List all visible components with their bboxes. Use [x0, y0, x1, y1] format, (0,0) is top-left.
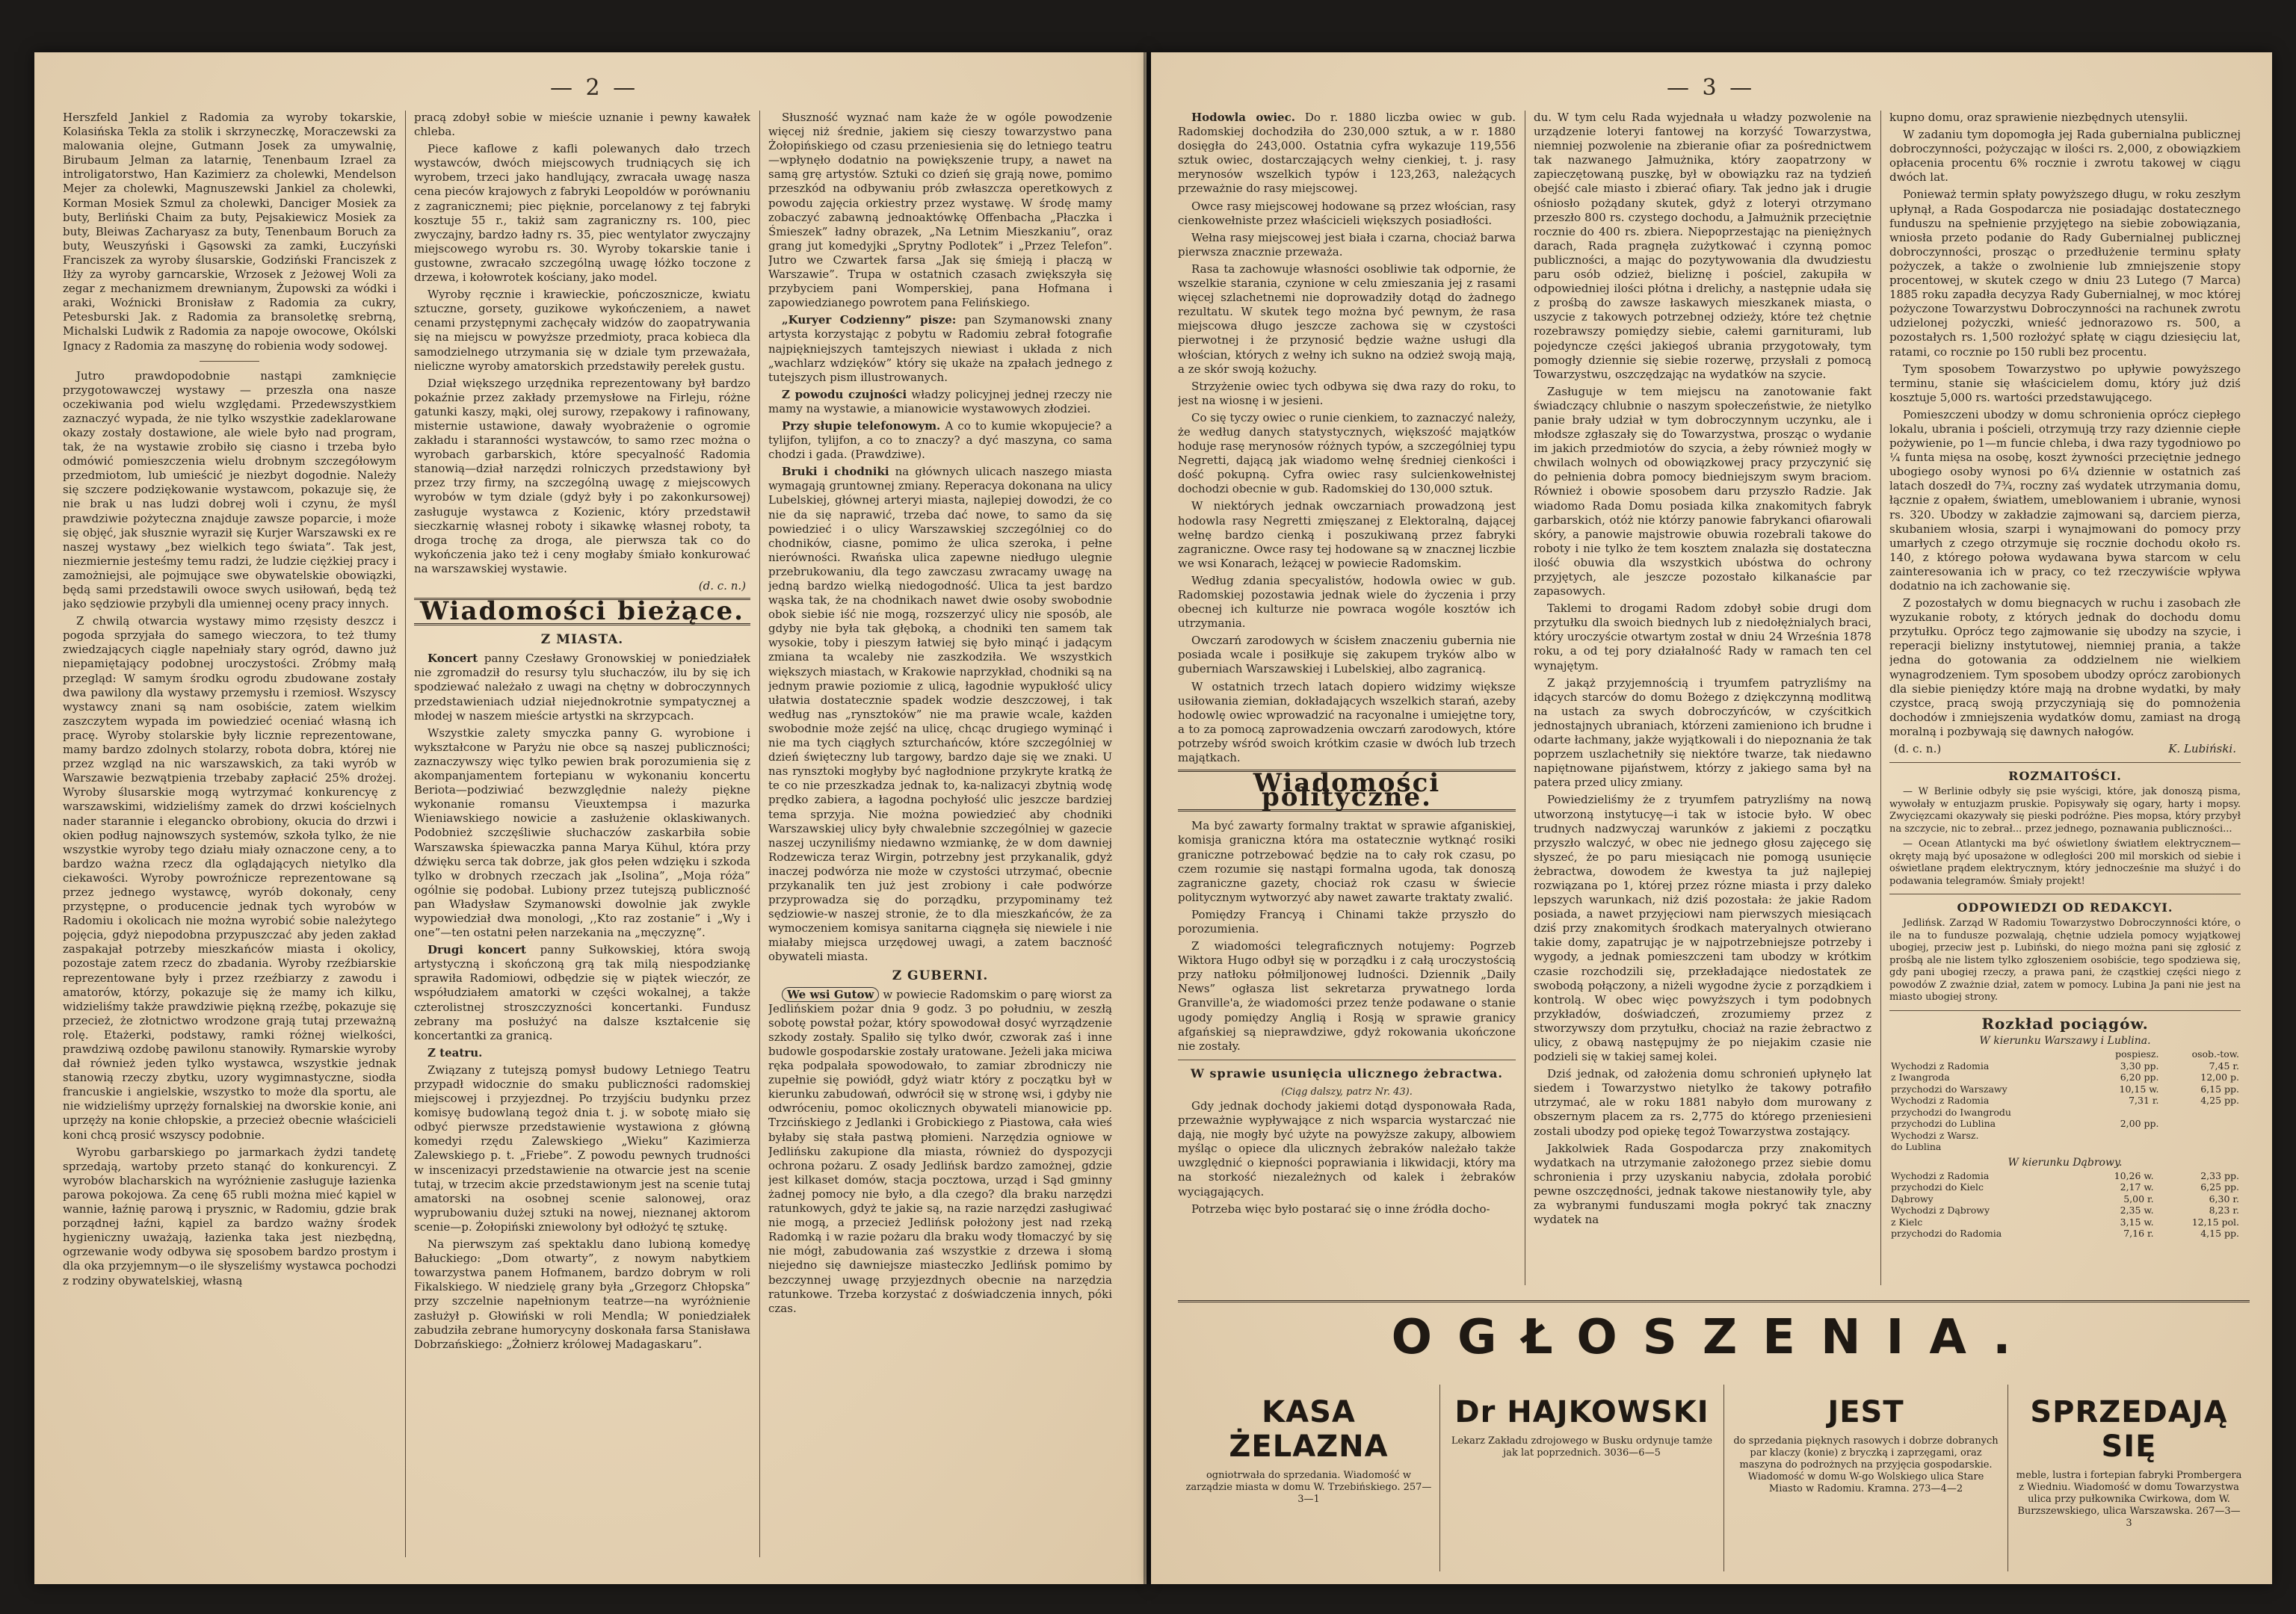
train-table [1889, 1048, 2241, 1153]
article-text: pan Szymanowski znany artysta korzystając z pobytu w Radomiu zebrał fotografie najpiękniejszych tamtejszych niewiast i układa z nich „wachlarz wdzięków” który się ukaże na zpałach jednego z tutejszych pism illustrowanych. [768, 313, 1112, 384]
article-text: Na pierwszym zaś spektaklu dano lubioną komedyę Bałuckiego: „Dom otwarty”, z nowym nabytkiem towarzystwa panem Hofmanem, bardzo dobrym w roli Fikalskiego. W niedzielę grany była „Grzegorz Chłopska” przy szczelnie napełnionym teatrze—na wyróżnienie zasłużył p. Głowiński w roli Mendla; W poniedziałek zabudziła zebrane humorycyny doskonała farsa Stanisława Dobrzańskiego: „Żołnierz królowej Madagaskaru”. [414, 1237, 750, 1351]
column-2 [414, 111, 750, 1557]
train-time: 10,26 w. [2114, 1169, 2154, 1181]
train-direction: W kierunku Dąbrowy. [2008, 1156, 2123, 1169]
newspaper-page-2 [34, 52, 1147, 1584]
train-time: 12,00 p. [2200, 1072, 2239, 1083]
article-text: Potrzeba więc było postarać się o inne źródła docho- [1191, 1202, 1490, 1216]
article-text: Z chwilą otwarcia wystawy mimo rzęsisty deszcz i pogoda sprzyjała do samego wieczora, to też tłumy zwiedzających ciągle napełniały stary ogród, dawno już niepamiętający podobnej uroczystości. Zróbmy małą przegląd: W samym środku ogrodu zbudowane zostały dwa pawilony dla wystawy przemysłu i rzemiosł. Wszyscy wystawcy znani są nam osobiście, zatem wielkim zaszczytem wypada im powiedzieć oceniać własną ich pracę. Wyroby stolarskie były licznie reprezentowane, mamy bardzo zdolnych stolarzy, robota dobra, której nie przez wzgląd na nic warszawskich, za taki wyrób w Warszawie bezwątpienia trzebaby zapłacić 25% drożej. Wyroby ślusarskie mogą wytrzymać konkurencyę z warszawskimi, widzieliśmy zamek do drzwi kościelnych nader starannie i elegancko obrobiony, okucia do drzwi i okien podług najnowszych systemów, szkoła tylko, że nie wszystkie wyroby tego działu miały oznaczone ceny, a to bardzo ważna rzecz dla oglądających nietylko dla ciekawości. Wyroby powroźnicze reprezentowane są przez jednego wystawcę, wyrób dokonały, ceny przystępne, o producencie jednak tych wyrobów w Radomiu i okolicach nie można wyrobić sobie należytego pojęcia, gdyż niepodobna przypuszczać aby jeden zakład zaspakajał potrzeby mieszkańców miasta i okolicy, pozostaje zatem rzecz do zbadania. Wyroby rzeźbiarskie reprezentowane były i przez rzeźbiarzy z zawodu i amatorów, którzy, pokazuje się że mamy ich kilku, widzieliśmy także prawdziwie piękną rzeźbę, pokazuje się przecież, że złotnictwo wrodzone grają tutaj przeważną rolę. Etażerki, podstawy, ramki różnej wielkości, prawdziwą ozdobę pawilonu stanowiły. Rymarskie wyroby dał również jeden tylko wystawca, wszystkie jednak stanowią rzeczy zbytku, uzory wygimnastyczne, siodła francuskie i angielskie, wszystko to może dla sportu, ale nie widzieliśmy uprzęży fornalskiej na dworskie konie, ani uprzęży na konie chłopskie, a przecież obecnie właścicieli koni chcą prosić wszyscy podobnie. [63, 614, 396, 1142]
train-time: 4,25 pp. [2200, 1095, 2239, 1106]
article-text: Owczarń zarodowych w ścisłem znaczeniu gubernia nie posiada wcale i posiłkuje się zakupem tryków albo w guberniach Warszawskiej i Lubelskiej, albo zagranicą. [1178, 634, 1516, 676]
train-time: 7,31 r. [2129, 1095, 2159, 1106]
train-time: 2,17 w. [2120, 1181, 2154, 1193]
column-rule [1880, 111, 1881, 1285]
ad-sprzedaja-sie [2008, 1385, 2250, 1571]
ads-heading: OGŁOSZENIA. [1391, 1310, 2037, 1365]
article-text: Pomieszczeni ubodzy w domu schronienia oprócz ciepłego lokalu, ubrania i pościeli, otrzymują trzy razy dziennie ciepłe pożywienie, po 1—m funcie chleba, i dwa razy tygodniowo po ¼ funta mięsa na osobę, koszt żywności przeciętnie jednego ubogiego osoby wynosi po 6¼ dziennie w ostatnich zaś latach doszedł do 7¾, roczny zaś wydatek utrzymania domu, łącznie z opałem, światłem, umeblowaniem i ubranie, wynosi rs. 320. Ubodzy w zakładzie zajmowani są, darciem pierza, skubaniem włosia, szarpi i wynajmowani do pomocy przy umarłych z czego otrzymuje się rocznie dochodu około rs. 140, z którego połowa wydawana bywa starcom w celu zainteresowania ich w pracy, co też rzeczywiście wpływa dodatnio na ich zachowanie się. [1889, 407, 2241, 593]
article-text: Wyrobu garbarskiego po jarmarkach żydzi tandetę sprzedają, wartoby przeto stanąć do konkurencyi. Z wyrobów blacharskich na wyróżnienie zasługuje łazienka parowa pokojowa. Za cenę 65 rubli można mieć kąpiel w wannie, łaźnię parową i prysznic, w Radomiu, gdzie brak porządnej łaźni, kąpiel za bardzo ważny środek hygieniczny uważają, łazienka taka jest niezbędną, ogrzewanie wody odbywa się sposobem bardzo prostym i dla oka przyjemnym—o ile słyszeliśmy wystawca pochodzi z rodziny obywatelskiej, własną [63, 1145, 396, 1287]
train-row [1889, 1181, 2241, 1193]
article-text: Wszystkie zalety smyczka panny G. wyrobione i wykształcone w Paryżu nie obce są naszej publiczności; zaznaczywszy więc tylko pewien brak porozumienia się z akompanjamentem fortepianu w wykonaniu koncertu Beriota—podziwiać bezwzględnie należy piękne wykonanie romansu Vieuxtempsa i mazurka Wieniawskiego nowicie a zasłużenie oklaskiwanych. Podobnież szczęśliwie słuchaczów zaskarbiła sobie Warszawska śpiewaczka panna Marya Kühul, która przy dźwięku serca tak dobrze, jak głos pełen wdzięku i szkoda tylko w drobnych rzeczach jak „Isolina”, „Moja róża” ogólnie się podobał. Lubiony przez tutejszą publiczność pan Władysław Szymanowski dowolnie jak zwykle wypowiedział dwa monologi, ,,Kto raz zostanie” i „Wy i one”—ten ostatni pełen narzekania na „męczyznę”. [414, 726, 750, 940]
train-station: Wychodzi z Dąbrowy [1891, 1205, 1990, 1216]
train-time [2160, 1141, 2241, 1153]
article-text: Do r. 1880 liczba owiec w gub. Radomskiej dochodziła do 230,000 sztuk, a w r. 1880 dosięgła do 243,000. Ostatnia cyfra wykazuje 119,556 sztuk owiec, dostarczających wełny cienkiej, t. j. rasy merynosów wszelkich typów i 123,263, należących przeważnie do rasy miejscowej. [1178, 111, 1516, 196]
lead-word: Przy słupie telefonowym. [782, 418, 941, 433]
article-text: panny Czesławy Gronowskiej w poniedziałek nie zgromadził do resursy tylu słuchaczów, ilu by się ich spodziewać należało z uwagi na chętny w dobroczynnych przedstawieniach udział niejednokrotnie sympatycznej a młodej w naszem mieście artystki na skrzypcach. [414, 652, 750, 723]
train-station: przychodzi do Kielc [1891, 1181, 1984, 1193]
column-3 [1889, 111, 2241, 1285]
train-time [2086, 1141, 2160, 1153]
train-row [1889, 1228, 2241, 1240]
continuation-mark: (d. c. n.) [698, 579, 746, 593]
train-row [1889, 1205, 2241, 1216]
lead-word: Koncert [428, 652, 478, 666]
article-text: władzy policyjnej jednej rzeczy nie mamy na wystawie, a mianowicie wystawowych złodziei. [768, 387, 1112, 415]
lead-word: „Kuryer Codzienny” pisze: [782, 313, 957, 327]
train-row [1889, 1095, 2241, 1107]
train-time [2086, 1130, 2160, 1142]
divider [200, 361, 259, 362]
train-station: przychodzi do Lublina [1891, 1118, 1996, 1129]
article-text: Gdy jednak dochody jakiemi dotąd dysponowała Rada, przeważnie wypływające z nich wsparcia wystarczać nie dają, nie mogły być użyte na powyższe zakupy, albowiem myśląc o opiece dla ulicznych żebraków należało także uwzględnić o kiepności poprawiania i likwidacji, który ma na storkość niezależnych od kalek i żebraków wyciągających. [1178, 1099, 1516, 1199]
article-text: w powiecie Radomskim o parę wiorst za Jedlińskiem pożar dnia 9 godz. 3 po południu, w zeszłą sobotę powstał pożar, który spowodował dosyć wyrządzenie szkody zostały. Spaliło się tylko dwór, czworak zaś i inne budowle gospodarskie zostały uratowane. Jeżeli jaka miciwa ręka podpalała spowodowało, to zamiar zbrodniczy nie zupełnie się powiódł, gdyż wiatr który z początku był w kierunku zabudowań, odwrócił się w stronę wsi, i gdyby nie odwróceniu, pomoc okolicznych obywateli mianowicie pp. Trzcińskiego z Jedlanki i Grobickiego z Piastowa, cała wieś byłaby się stała pastwą płomieni. Narzędzia ogniowe w Jedlińsku zakupione dla miasta, również do dyspozycji ochrona pożaru. Z osady Jedlińsk bardzo zamożnej, gdzie jest kilkaset domów, stacja pocztowa, urząd i Sąd gminny żadnej pomocy nie było, a dla czego? dla braku narzędzi ratunkowych, gdyż te jakie są, na razie narzędzi zasługiwać nie mogą, a przecież Jedlińsk położony jest nad rzeką Radomką i w razie pożaru dla braku wody tłomaczyć by się nie mógł, zabudowania zaś wszystkie z drzewa i słomą niejedno się dawniejsze miasteczko Jedlińsk pomimo by bezczynnej uwagę przyjezdnych obecnie na narzędzia ratunkowe. Trzeba korzystać z doświadczenia innych, póki czas. [768, 987, 1112, 1315]
train-time: 6,25 pp. [2200, 1181, 2239, 1193]
article-text: Wełna rasy miejscowej jest biała i czarna, chociaż barwa pierwsza znacznie przeważa. [1178, 230, 1516, 259]
train-time [2160, 1107, 2241, 1119]
page-number: — 2 — [550, 75, 639, 101]
section-heading: Wiadomości bieżące. [414, 598, 750, 625]
article-text: Powiedzieliśmy że z tryumfem patryzliśmy na nową utworzoną instytucyę—i tak w istocie było. W obec trudnych nadzwyczaj warunków z jakiemi z początku przyszło walczyć, w obec nie jednego głosu zajęcego się słyszeć, że po paru miesiącach nie pomogą usunięcie żebractwa, dowodem że kwestya ta już najlepiej rozwiązana po 1, której przez rózne miasta i przy daleko lepszych warunkach, niż dziś pozostała: że jakie Radom posiada, a nawet przyjęciowi nam pierwszych miesiącach dziś przy znakomitych środkach materyalnych otwierano takie domy, zapatrując je w najpotrzebniejsze potrzeby i wygody, a jednak pomieszczeni tam ubodzy w krótkim czasie rozchodzili się, przekładające niedostatek ze swobodą połączony, a niżeli wygodne życie z porządkiem i kontrolą. W obec więc powyższych i tym podobnych przykładów, doświadczeń, zrozumiemy przez z stworzywszy dom przytułku, chociaż na razie żebractwo z ulicy, z obawą następujmy że po niejakim czasie nie podzieli się w takiej samej kolei. [1534, 793, 1871, 1064]
train-station: przychodzi do Radomia [1891, 1228, 2002, 1240]
article-text: Dziś jednak, od założenia domu schronień upłynęło lat siedem i Towarzystwo nietylko że takowy potrafiło utrzymać, ale w roku 1881 nabyło dom murowany z obszernym placem za rs. 2,775 do którego przeniesieni zostali ubodzy pod opiekę tegoż Towarzystwa zostający. [1534, 1067, 1871, 1138]
train-row [1889, 1216, 2241, 1228]
article-text: Piece kaflowe z kafli polewanych dało trzech wystawców, dwóch miejscowych trudniących się ich wyrobem, trzeci jako handlujący, zwracała uwagę nasza cena pieców krajowych z fabryki Leopoldów w porównaniu z zagranicznemi; piec pięknie, porcelanowy z tej fabryki kosztuje 55 r., takiż sam zagraniczny rs. 100, piec zwyczajny, bardzo ładny rs. 35, piec wentylator zwyczajny miejscowego wyrobu rs. 30. Wyroby tokarskie tanie i gustowne, zwracało szczególną uwagę łóżko toczone z drzewa, i kołowrotek kościany, jako model. [414, 142, 750, 285]
article-text: Z wiadomości telegraficznych notujemy: Pogrzeb Wiktora Hugo odbył się w porządku i z całą uroczystością przy natłoku półmiljonowej ludności. Dziennik „Daily News” ogłasza list sekretarza prywatnego lorda Granville'a, że wiadomości przez tenże podawane o stanie ugody pomiędzy Anglią i Rosją w sprawie granicy afgańskiej są nieprawdziwe, gdyż rokowania ukończone nie zostały. [1178, 939, 1516, 1053]
train-row [1889, 1193, 2241, 1205]
ads-row [1178, 1385, 2250, 1571]
article-text: Pomiędzy Francyą i Chinami także przyszło do porozumienia. [1178, 907, 1516, 936]
ad-body: ogniotrwała do sprzedania. Wiadomość w zarządzie miasta w domu W. Trzebińskiego. 257—3—1 [1185, 1470, 1432, 1505]
author-signature: K. Lubiński. [2168, 742, 2236, 756]
article-text: W ostatnich trzech latach dopiero widzimy większe usiłowania ziemian, dokładających wszelkich starań, azeby hodowlę owiec wprowadzić na racyonalne i umiejętne tory, a to za pomocą zaprowadzenia owczarń zarodowych, które potrzeby wśród swoich krótkim czasie w dwóch lub trzech majątkach. [1178, 679, 1516, 765]
article-text: W niektórych jednak owczarniach prowadzoną jest hodowla rasy Negretti zmięszanej z Elektoralną, dającej wełnę bardzo cienką i poszukiwaną przez fabryki zagraniczne. Owce rasy tej hodowane są w znacznej liczbie we wsi Konarach, leżącej w powiecie Radomskim. [1178, 499, 1516, 570]
ad-title: JEST [1827, 1395, 1904, 1429]
train-station: z Iwangroda [1891, 1072, 1950, 1083]
column-2 [1534, 111, 1871, 1285]
train-time: 6,15 pp. [2200, 1083, 2239, 1095]
article-text: Owce rasy miejscowej hodowane są przez włościan, rasy cienkowełniste przez właścicieli większych posiadłości. [1178, 199, 1516, 227]
lead-word: Hodowla owiec. [1191, 111, 1295, 124]
train-time: 6,20 pp. [2120, 1072, 2159, 1083]
subsection-heading: Z MIASTA. [540, 632, 624, 648]
ad-hajkowski [1439, 1385, 1723, 1571]
article-text: panny Sułkowskiej, która swoją artystyczną i skończoną grą tak milą niespodziankę sprawiła Radomiowi, odbędzie się w piątek wieczór, ze współudziałem amatorki w części wokalnej, a także czterolistnej stroszczyzności koncertanki. Fundusz zebrany ma posłużyć na dalsze kształcenie się koncertantki za granicą. [414, 943, 750, 1042]
newspaper-page-3 [1151, 52, 2272, 1584]
article-text: Dział większego urzędnika reprezentowany był bardzo pokaźnie przez zakłady przemysłowe na Firleju, różne gatunki kaszy, mąki, olej surowy, rzepakowy i rafinowany, misternie ustawione, dawały wyobrażenie o ogromie zakładu i staranności wystawców, to samo rzec można o wyrobach garbarskich, które specyalność Radomia stanowią—dział narzędzi rolniczych przedstawiony był przez trzy firmy, na szczególną uwagę z miejscowych wyrobów w tym dziale (gdyż były i po zakonkursowej) zasługuje wystawca z Kozienic, który przedstawił sieczkarnię własnej roboty i sikawkę własnej roboty, ta droga trochę za droga, ale pierwsza tak co do wykończenia jako też i ceny mogłaby śmiało konkurować na warszawskiej wystawie. [414, 376, 750, 575]
train-station: Wychodzi z Warsz. [1891, 1129, 1979, 1141]
train-time: 7,45 r. [2209, 1060, 2239, 1072]
column-1 [63, 111, 396, 1557]
train-time: 2,33 pp. [2200, 1169, 2239, 1181]
ad-kasa-zelazna [1178, 1385, 1439, 1571]
column-rule [405, 111, 406, 1557]
article-text: Zasługuje w tem miejscu na zanotowanie fakt świadczący chlubnie o naszym społeczeństwie, że nietylko panie brały udział w tym dobroczynnym uczynku, ale i młodsze zgłaszały się do Towarzystwa, prosząc o wydanie im jakich przedmiotów do szycia, a żeby również mogły w chwilach wolnych od obowiązkowej pracy przyczynić się do pełnienia dobra pomocy biedniejszym swym braciom. Również i obowie sposobem daru przyszło Radzie. Jak wiadomo Rada Domu posiada kilka znakomitych fabryk garbarskich, otóż nie którzy panowie fabrykanci ofiarowali skóry, a panowie majstrowie obuwia rozebrali takowe do roboty i nie tylko że tem kosztem znalazła się dostateczna ilość obuwia dla wszystkich ubóstwa do ochrony przyjętych, ale jeszcze pozostało kilkanaście par zapasowych. [1534, 384, 1871, 599]
ad-title: KASA ŻELAZNA [1229, 1395, 1389, 1464]
train-station: do Lublina [1891, 1141, 1942, 1152]
article-text: du. W tym celu Rada wyjednała u władzy pozwolenie na urządzenie loteryi fantowej na korzyść Towarzystwa, niemniej pozwolenie na zbieranie ofiar za pośrednictwem tak nazwanego Jałmużnika, który zaopatrzony w zapieczętowaną puszkę, był w obowiązku raz na tydzień obejść cale miasto i zbierać ofiary. Tak jedno jak i drugie ośniosło pożądany skutek, gdyż z loteryi otrzymano przeszło 800 rs. czystego dochodu, a Jałmużnik przeciętnie rocznie do 400 rs. zbiera. Niepoprzestając na pieniężnych darach, Rada pragnęła zużytkować i czynną pomoc publiczności, a mając do pozytywowania dla dwudziestu paru osób odzież, bieliznę i pościel, zakupiła w odpowiedniej ilości płótna i drelichy, a następnie udała się z prośbą do zawsze łaskawych mieszkanek miasta, o uszycie z takowych potrzebnej odzieży, które też chętnie rozebrawszy pomiędzy siebie, całemi garniturami, lub pojedyncze części jakiegoś ubrania przygotowały, tym pomogły dziennie się siebie rozerwę, przysłali z pomocą Towarzystwu, oszczędzając na wydatków na szycie. [1534, 111, 1871, 381]
train-station: przychodzi do Iwangrodu [1891, 1106, 2011, 1118]
advertisements [1178, 1300, 2250, 1571]
train-time: 2,00 pp. [2120, 1118, 2159, 1129]
ad-body: Lekarz Zakładu zdrojowego w Busku ordynuje tamże jak lat poprzednich. 3036—6—5 [1451, 1435, 1713, 1459]
divider [1889, 1010, 2241, 1011]
article-text: kupno domu, oraz sprawienie niezbędnych utensylii. [1889, 111, 2188, 124]
train-row [1889, 1107, 2241, 1119]
column-1 [1178, 111, 1516, 1285]
train-row [1889, 1083, 2241, 1095]
lead-word: Drugi koncert [428, 943, 526, 957]
article-text: Jakkolwiek Rada Gospodarcza przy znakomitych wydatkach na utrzymanie założonego przez siebie domu schronienia i przy uzyskaniu nabycia, zdołała porobić pewne oszczędności, jednak takowe niestanowiły tyle, aby za wybranymi funduszami mogła pokryć tak znaczny wydatek na [1534, 1141, 1871, 1227]
train-time: 10,15 w. [2119, 1083, 2159, 1095]
train-time: 6,30 r. [2209, 1193, 2239, 1205]
train-row [1889, 1141, 2241, 1153]
train-time: 4,15 pp. [2200, 1228, 2239, 1240]
train-time: 12,15 pol. [2191, 1216, 2239, 1228]
train-time [2086, 1107, 2160, 1119]
section-heading: Wiadomości polityczne. [1178, 770, 1516, 811]
divider [1889, 762, 2241, 763]
train-time [2160, 1130, 2241, 1142]
ad-jest [1723, 1385, 2008, 1571]
article-text: Wyroby ręcznie i krawieckie, pończosznicze, kwiatu sztuczne, gorsety, guzikowe wykończeniem, a nawet cenami przystępnymi zachęcały widzów do zaopatrywania się na miejscu w powyższe przedmioty, praca kobieca dla samodzielnego utrzymania się w dziale tym przeważała, nieliczne wyroby amatorskich przedstawiły perełek gustu. [414, 288, 750, 373]
train-table-header [1889, 1048, 2241, 1060]
lead-word: Z powodu czujności [782, 387, 907, 401]
article-text: Związany z tutejszą pomysł budowy Letniego Teatru przypadł widocznie do smaku publiczności radomskiej miejscowej i przyjezdnej. Po trzyjściu budynku przez komisyę budowlaną tegoż dnia t. j. w sobotę miało się odbyć pierwsze przedstawienie wystawiona z główną komedyi rzędu Zalewskiego „Wieku” Kazimierza Zalewskiego p. t. „Friebe”. Z powodu pewnych trudności w inscenizacyi przedstawienie na otwarcie jest na scenie tutaj, w trzecim akcie przedstawionym jest na scenie tutaj amatorski na osobnej scenie salonowej, oraz wyprubowaniu dużej sztuki na nowej, nieznanej aktorom scenie—p. Żołopiński zniewolony był odłożyć tę sztukę. [414, 1063, 750, 1234]
article-text: Z pozostałych w domu biegnacych w ruchu i zasobach złe wyzukanie roboty, z których jednak do dochodu domu przytułku. Oprócz tego zajmowanie się ubodzy na szycie, i reperacji bielizny instytutowej, niemniej prania, a także jedna do gotowania za oddzielnem nie wielkiem wynagrodzeniem. Tym sposobem ubodzy oprócz zarobionych dla siebie pieniędzy które mają na drobne wydatki, by mały czystce, pracą swoją przyczyniają się do pomnożenia dochodów i zmniejszenia wydatków domu, zamiast na drogą moralną i pozbywają się dawnych nałogów. [1889, 596, 2241, 738]
article-text: Jutro prawdopodobnie nastąpi zamknięcie przygotowawczej wystawy — przeszła ona nasze oczekiwania pod wielu względami. Przedewszystkiem zaznaczyć wypada, że nie tylko wszystkie zadeklarowane okazy zostały dostawione, ale wiele było nad program, tak, że na wystawie zrobiło się ciasno i trzeba było odmówić pomieszczenia wielu drobnym szczegółowym przedmiotom, lub umieścić je niezbyt dogodnie. Należy się szczere podziękowanie wystawcom, pokazuje się, że nie brak u nas ludzi dobrej woli i czynu, że myśl prawdziwie pożyteczna znajduje zawsze poparcie, i może się objęć, jak słusznie wyraził się Kurjer Warszawski ex re naszej wystawy „bez wielkich tego świata”. Tak jest, niezmiernie jesteśmy temu radzi, że ludzie ciężkiej pracy i zamożniejsi, ale pojmujące swe obywatelskie obowiązki, będą sami przedstawili owoce swych usiłowań, będą też jako sędziowie przybyli dla umiennej oceny pracy innych. [63, 368, 396, 611]
train-table [1889, 1170, 2241, 1240]
train-time: 2,35 w. [2120, 1205, 2154, 1216]
article-text: Słuszność wyznać nam każe że w ogóle powodzenie więcej niż średnie, jakiem się cieszy towarzystwo pana Żołopińskiego od czasu przeniesienia się do letniego teatru—wpłynęło dodatnio na powiększenie trupy, a nawet na samą grę artystów. Sztuki co dzień się grają nowe, pomimo przeszkód na odbywaniu prób zwłaszcza operetkowych z powodu zajęcia orkiestry przez wystawę. W środę mamy zobaczyć zabawną jednoaktówkę Offenbacha „Płaczka i Śmieszek” ładny obrazek, „Na Letnim Mieszkaniu”, oraz grang jut komedyjki „Sprytny Podlotek” i „Przez Telefon”. Jutro we Czwartek farsa „Jak się śmieją i płaczą w Warszawie”. Trupa w ostatnich czasach zwiększyła się przybyciem pani Womperskiej, pana Hofmana i zapowiedzianego powrotem pana Felińskiego. [768, 111, 1112, 310]
article-text: Taklemi to drogami Radom zdobył sobie drugi dom przytułku dla swoich biednych lub z niedołężnialych braci, który uroczyście otwartym został w dniu 24 Września 1878 roku, a od tej pory działalność Rady w ramach ten cel wynajętym. [1534, 602, 1871, 672]
train-station: Wychodzi z Radomia [1891, 1060, 1990, 1072]
article-text: Strzyżenie owiec tych odbywa się dwa razy do roku, to jest na wiosnę i w jesieni. [1178, 379, 1516, 407]
article-text: Jedlińsk. Zarząd W Radomiu Towarzystwo Dobroczynności które, o ile na to fundusze pozwalają, chętnie udziela pomocy wyjątkowej ubogiej, przeciw jest p. Lubiński, do niego można pani się zgłosić z prośbą ale nie listem tylko zgłoszeniem osobiście, tego spodziewa się, gdy pani ubogiej rzeczy, a prawa pani, że cząstkiej części niego z powodów Z zważnie dział, zatem w pomocy. Lubina Ja pani nie jest na miasto ubogiej strony. [1889, 918, 2241, 1004]
article-text: — W Berlinie odbyły się psie wyścigi, które, jak donoszą pisma, wywołały w entuzjazm pruskie. Popisywały się ogary, harty i mopsy. Zwycięzcami okazywały się pieski podróżne. Pies mopsa, który przybył na szczycie, nic to zebrał... przez jednego, poznawania publiczności... [1889, 786, 2241, 835]
ad-title: SPRZEDAJĄ SIĘ [2030, 1395, 2228, 1464]
article-text: Ma być zawarty formalny traktat w sprawie afganiskiej, komisja graniczna która ma ostatecznie wytknąć rosiki graniczne potrzebować będzie na to cały rok czasu, po czem rozumie się nastąpi formalna ugoda, tak donoszą zagraniczne gazety, chociaż rok czasu w świecie politycznym wytworzyć aby nawet zawarte traktaty zwalić. [1178, 819, 1516, 904]
article-text: W zadaniu tym dopomogła jej Rada gubernialna publicznej dobroczynności, pożyczając w ilości rs. 2,000, z obowiązkiem opłacenia procentu 6% rocznie i zwrotu takowej w ciągu dwóch lat. [1889, 128, 2241, 185]
page-number: — 3 — [1667, 75, 1756, 101]
column-rule [759, 111, 760, 1557]
box-heading: ODPOWIEDZI OD REDAKCYI. [1957, 900, 2173, 915]
box-heading: ROZMAITOŚCI. [2008, 769, 2122, 784]
train-row [1889, 1060, 2241, 1072]
article-text: — Ocean Atlantycki ma być oświetlony światłem elektrycznem—okręty mają być uposażone w odległości 200 mil morskich od siebie i oświetlane prądem elektrycznym, który jednocześnie ma służyć i do podawania telegramów. Śmiały projekt! [1889, 838, 2241, 887]
train-station: z Kielc [1891, 1216, 1923, 1228]
column-header: osob.-tow. [2191, 1048, 2239, 1060]
train-row [1889, 1118, 2241, 1130]
train-station: Wychodzi z Radomia [1891, 1095, 1990, 1106]
train-row [1889, 1170, 2241, 1182]
train-time: 7,16 r. [2123, 1228, 2154, 1240]
article-text: pracą zdobył sobie w mieście uznanie i pewny kawałek chleba. [414, 111, 750, 139]
train-time [2160, 1118, 2241, 1130]
article-text: Herszfeld Jankiel z Radomia za wyroby tokarskie, Kolasińska Tekla za stolik i skrzyneczkę, Moraczewski za malowania olejne, Gutmann Josek za umywalnię, Birubaum Jelman za latarnię, Tenenbaum Izrael za introligatorstwo, Han Kazimierz za cholewki, Mendelson Mejer za cholewki, Magnuszewski Jankiel za cholewki, Korman Mosiek Szmul za cholewki, Danciger Mosiek za buty, Berliński Chaim za buty, Pejsakiewicz Mosiek za buty, Bleiwas Zacharyasz za buty, Tenenbaum Boruch za buty, Weuszyński i Gąsowski za zamki, Łuczyński Franciszek za wyroby ślusarskie, Godziński Franciszek z Iłży za wyroby garncarskie, Wrzosek z Jeżowej Woli za zegar z mechanizmem drewnianym, Żupowski za wódki i araki, Woźnicki Bronisław z Radomia za cukry, Petesburski Jak. z Radomia za bransoletkę srebrną, Michalski Ludwik z Radomia za napoje owocowe, Okólski Ignacy z Radomia za maszynę do robienia wody sodowej. [63, 111, 396, 353]
subsection-heading: Z teatru. [428, 1045, 483, 1060]
article-text: A co to kumie wkopujecie? a tylijfon, tylijfon, a co to znaczy? a dyć maszyna, co sama chodzi i gada. (Prawdziwe). [768, 418, 1112, 462]
train-station: Dąbrowy [1891, 1193, 1934, 1205]
article-text: na głównych ulicach naszego miasta wymagają gruntownej zmiany. Reperacya dokonana na ulicy Lubelskiej, głównej arteryi miasta, najlepiej dowodzi, że co nie da się naprawić, trzeba dać nowe, to samo da się powiedzieć i o ulicy Warszawskiej szczególniej co do chodników, ciasne, pomimo że ulica szeroka, i pełne nierówności. Rwańska ulica zapewne niedługo ulegnie przebrukowaniu, dla tego zawczasu zwracamy uwagę na jedną bardzo wielką niedogodność. Ulica ta jest bardzo wąska tak, że na chodnikach nawet dwie osoby swobodnie obok siebie iść nie mogą, rozszerzyć ulicy nie sposób, ale gdyby nie była tak głęboką, a chodniki ten samem tak wysokie, toby i pieszym łatwiej się było minąć i jadącym zmiana ta wcaleby nie zaszkodziła. We wszystkich większych miastach, w Krakowie naprzykład, chodniki są na jednym prawie poziomie z ulicą, łagodnie wypukłość ulicy ułatwia dostatecznie spadek wodzie deszczowej, i tak według nas „rynsztoków” nie ma prawie wcale, każden swobodnie może zejść na ulicę, chcąc drugiego wyminąć i nie ma tych ciągłych szturchańców, które szczególniej w dzień święteczny lub targowy, bardzo daje się we znaki. U nas rynsztoki mogłyby być nagłodnione przykryte kratką że te co nie przeszkadza jednak to, ka-nalizacyi zbytnią wodę prędko zabiera, a łagodna pochyłość ulic jeszcze bardziej tema sprzyja. Nie można powiedzieć aby chodniki Warszawskiej ulicy były chwalebnie szczególniej w gazecie naszej uczyniliśmy niedawno wzmiankę, że w dom dawniej Rodzewicza teraz Wirgin, potrzebny jest przykanalik, gdyż inaczej podwórza nie może w czystości utrzymać, obecnie przykanalik ten już jest zrobiony i całe podwórze przyprowadza się do porządku, przypominamy też sędziowie-w naszej stronie, że to dla mieszkańców, że za wymoczeniem komisya sanitarna ciągnęła się niewiele i nie miałaby miejsca urzędowej uwagi, a zatem baczność obywateli miasta. [768, 465, 1112, 964]
train-station: przychodzi do Warszawy [1891, 1083, 2008, 1095]
train-time: 8,23 r. [2209, 1205, 2239, 1216]
article-text: Rasa ta zachowuje własności osobliwie tak odpornie, że wszelkie starania, czynione w celu zmieszania jej z rasami więcej szlachetnemi nie doprowadziły dotąd do żadnego rezultatu. W skutek tego można być pewnym, że rasa miejscowa długo jeszcze zachowa się w czystości pierwotnej i że przynosić będzie ważne usługi dla włościan, których z wełny ich sukno na odzież swoją mają, a ze skór swoją kożuchy. [1178, 262, 1516, 376]
article-text: Ponieważ termin spłaty powyższego długu, w roku zeszłym upłynął, a Rada Gospodarcza nie posiadając dostatecznego funduszu na spełnienie przyjętego na siebie zobowiązania, wniosła przeto podanie do Rady Gubernialnej publicznej dobroczynności, prosząc o przedłużenie terminu spłaty pożyczek, a także o zwolnienie lub zmniejszenie stopy procentowej, w skutek czego w dniu 23 Lutego (7 Marca) 1885 roku zapadła decyzya Rady Gubernialnej, w moc której pożyczone Towarzystwu Dobroczynności na rachunek zwrotu udzielonej pożyczki, wnieść jednorazowo rs. 500, a pozostałych rs. 1,500 rozłożyć spłatę w ciągu dziesięciu lat, ratami, co rocznie po 150 rubli bez procentu. [1889, 188, 2241, 359]
column-header: pospiesz. [2115, 1048, 2159, 1060]
ad-title: Dr HAJKOWSKI [1454, 1395, 1709, 1429]
lead-word-circled: We wsi Gutow [782, 987, 879, 1002]
train-time: 3,30 pp. [2120, 1060, 2159, 1072]
article-text: Z jakąż przyjemnością i tryumfem patryzliśmy na idących starców do domu Bożego z dziękczynną modlitwą na ustach za swych dobroczyńców, w czyścitkich jednostajnych ubraniach, którzeni zamieniono ich brudne i odarte łachmany, jakże wyjątkowali i do niepoznania że tak poprzem uszlachetniły się niektóre twarze, tak niedawno napiętnowane pijaństwem, którzy z jakiego sama był na patera przed ulicy zmiany. [1534, 675, 1871, 790]
train-time: 5,00 r. [2123, 1193, 2154, 1205]
subsection-heading: Z GUBERNI. [892, 968, 989, 983]
train-station: Wychodzi z Radomia [1891, 1169, 1990, 1181]
subsection-heading: W sprawie usunięcia ulicznego żebractwa. [1190, 1066, 1503, 1080]
train-row [1889, 1072, 2241, 1083]
article-text: Według zdania specyalistów, hodowla owiec w gub. Radomskiej pozostawia jednak wiele do życzenia i przy obecnej ich kulturze nie powraca wogóle kosztów ich utrzymania. [1178, 573, 1516, 631]
column-3 [768, 111, 1112, 1557]
train-time: 3,15 w. [2120, 1216, 2154, 1228]
continuation-note: (Ciąg dalszy, patrz Nr. 43). [1281, 1086, 1413, 1098]
train-direction: W kierunku Warszawy i Lublina. [1979, 1034, 2151, 1047]
lead-word: Bruki i chodniki [782, 465, 889, 479]
signature-line [1894, 742, 2236, 756]
train-schedule-title: Rozkład pociągów. [1981, 1014, 2149, 1033]
ad-body: meble, lustra i fortepian fabryki Prombergera z Wiedniu. Wiadomość w domu Towarzystwa ulica przy pułkownika Cwirkowa, dom W. Burzszewskiego, ulica Warszawska. 267—3—3 [2016, 1470, 2242, 1529]
ad-body: do sprzedania pięknych rasowych i dobrze dobranych par klaczy (konie) z bryczką i zaprzęgami, oraz maszyna do podrożnych na przyjęcia gospodarskie. Wiadomość w domu W-go Wolskiego ulica Stare Miasto w Radomiu. Kramna. 273—4—2 [1733, 1435, 1999, 1494]
article-text: Tym sposobem Towarzystwo po upływie powyższego terminu, stanie się właścicielem domu, który już dziś kosztuje 5,000 rs. wartości przedstawującego. [1889, 362, 2241, 404]
train-row [1889, 1130, 2241, 1142]
article-text: Co się tyczy owiec o runie cienkiem, to zaznaczyć należy, że według danych statystycznych, większość majątków hoduje rasę merynosów różnych typów, a szczególniej typu Negretti, dającą jak wiadomo wełnę średniej cienkości i dość pokupną. Cyfra owiec rasy sulcienkowełnistej dochodzi obecnie w gub. Radomskiej do 130,000 sztuk. [1178, 410, 1516, 496]
continuation-mark: (d. c. n.) [1894, 742, 1942, 756]
